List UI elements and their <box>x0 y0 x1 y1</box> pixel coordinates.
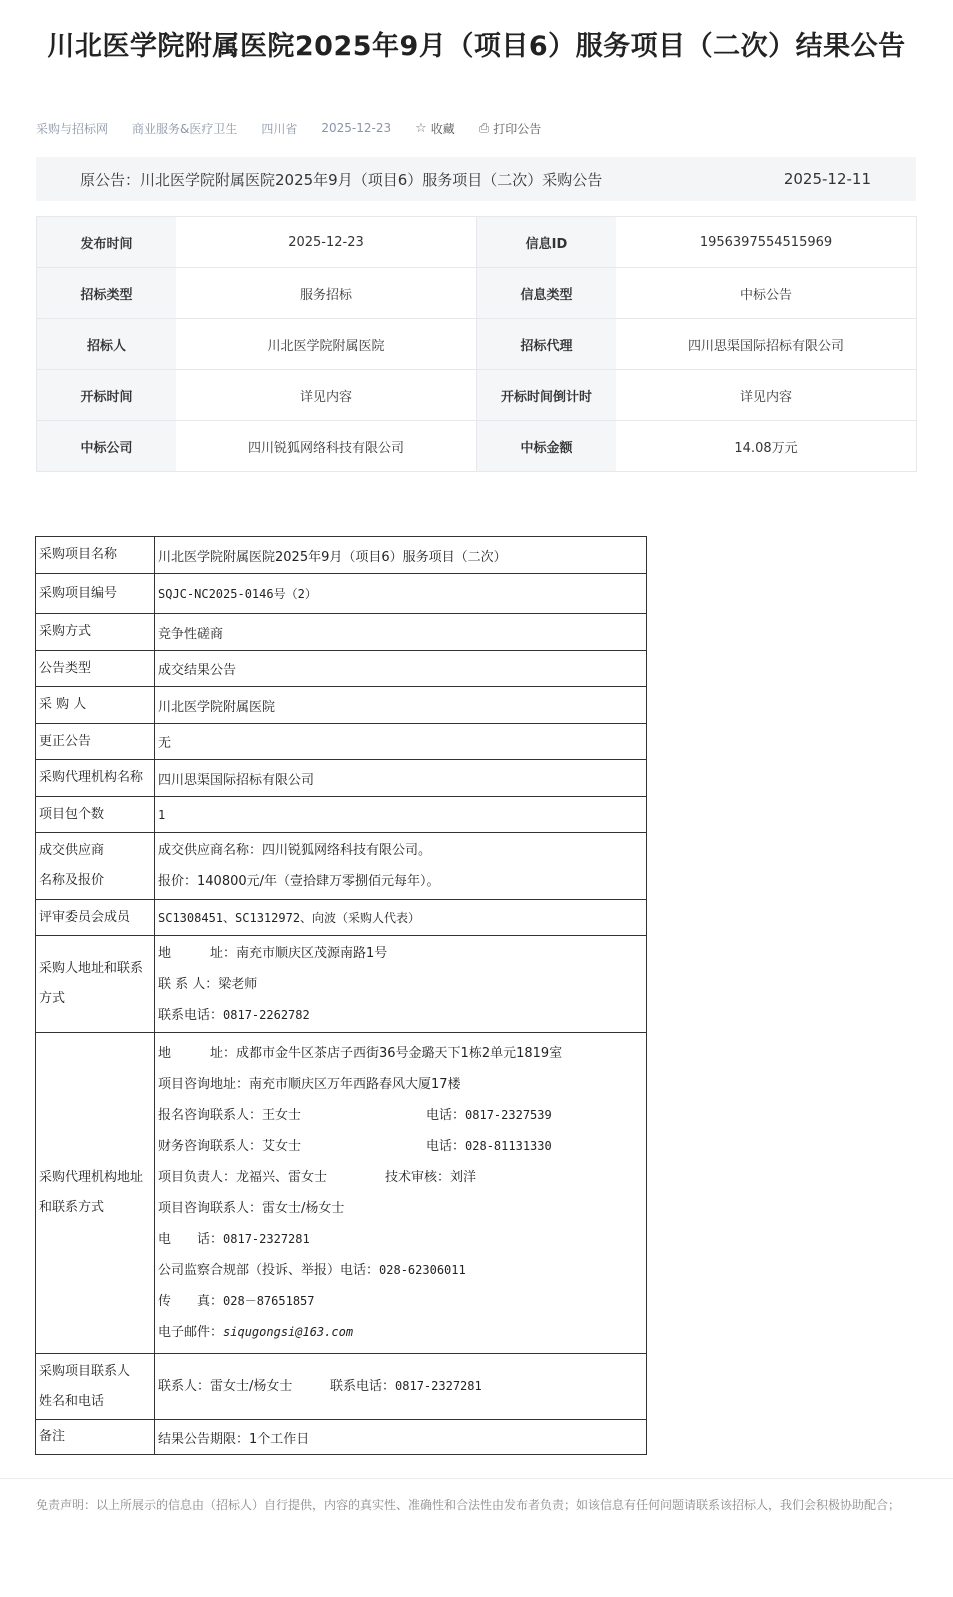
info-key: 招标类型 <box>37 268 176 318</box>
table-row <box>36 1420 647 1455</box>
page-title: 川北医学院附属医院2025年9月（项目6）服务项目（二次）结果公告 <box>47 31 906 62</box>
detail-value <box>155 1033 647 1354</box>
detail-key <box>36 936 155 1033</box>
info-value: 服务招标 <box>176 268 477 318</box>
detail-key-line: 采购项目联系人 <box>39 1363 131 1379</box>
info-key: 信息类型 <box>477 268 616 318</box>
detail-key: 采 购 人 <box>36 687 155 724</box>
detail-table <box>35 536 647 1455</box>
star-icon: ☆ <box>415 120 427 136</box>
supplier-name-line: 成交供应商名称：四川锐狐网络科技有限公司。 <box>158 843 432 858</box>
table-row <box>36 1033 647 1354</box>
email-line: 电子邮件：siqugongsi@163.com <box>158 1325 354 1340</box>
original-notice-bar[interactable] <box>36 157 916 201</box>
detail-key <box>36 833 155 900</box>
detail-key-line: 和联系方式 <box>39 1200 105 1215</box>
detail-key <box>36 1354 155 1420</box>
agency-address-line: 地 址：成都市金牛区茶店子西街36号金璐天下1栋2单元1819室 <box>158 1046 563 1061</box>
table-row <box>36 724 647 760</box>
detail-value: 结果公告期限：1个工作日 <box>155 1420 647 1455</box>
info-key: 信息ID <box>477 217 616 267</box>
info-value: 四川思渠国际招标有限公司 <box>687 338 844 354</box>
table-row <box>36 1354 647 1420</box>
info-key: 中标公司 <box>37 421 176 471</box>
table-row <box>36 651 647 687</box>
detail-key-line: 名称及报价 <box>39 873 105 888</box>
consult-contact-line: 项目咨询联系人：雷女士/杨女士 <box>158 1201 345 1216</box>
info-row <box>37 370 916 421</box>
signup-contact-line: 报名咨询联系人：王女士 电话：0817-2327539 <box>158 1108 552 1123</box>
detail-key-line: 姓名和电话 <box>39 1393 105 1409</box>
detail-value: 1 <box>155 797 647 833</box>
detail-value <box>155 1354 647 1420</box>
disclaimer-text: 免责声明：以上所展示的信息由（招标人）自行提供，内容的真实性、准确性和合法性由发布者负责；如该信息有任何问题请联系该招标人，我们会积极协助配合； <box>36 1498 901 1512</box>
meta-bar <box>36 118 565 138</box>
info-key: 招标人 <box>37 319 176 369</box>
info-value: 四川锐狐网络科技有限公司 <box>176 421 477 471</box>
project-leader-line: 项目负责人：龙福兴、雷女士 技术审核：刘洋 <box>158 1170 477 1185</box>
info-row <box>37 268 916 319</box>
print-label: 打印公告 <box>493 121 542 136</box>
printer-icon: ⎙ <box>478 120 490 136</box>
info-value: 川北医学院附属医院 <box>176 319 477 369</box>
info-value: 14.08万元 <box>734 440 798 456</box>
info-key: 发布时间 <box>37 217 176 267</box>
info-value: 详见内容 <box>176 370 477 420</box>
footer-divider <box>0 1478 953 1479</box>
detail-value: 四川思渠国际招标有限公司 <box>155 760 647 797</box>
detail-value: 无 <box>155 724 647 760</box>
info-row <box>37 319 916 370</box>
favorite-label: 收藏 <box>430 121 455 136</box>
table-row <box>36 574 647 614</box>
detail-value: 川北医学院附属医院2025年9月（项目6）服务项目（二次） <box>155 537 647 574</box>
info-key: 开标时间倒计时 <box>477 370 616 420</box>
detail-key-line: 采购代理机构地址 <box>39 1170 144 1185</box>
detail-key: 评审委员会成员 <box>36 900 155 936</box>
detail-key-line: 采购人地址和联系 <box>39 961 144 976</box>
publish-date: 2025-12-23 <box>321 121 392 135</box>
finance-contact-line: 财务咨询联系人：艾女士 电话：028-81131330 <box>158 1139 552 1154</box>
detail-key-line: 成交供应商 <box>39 843 105 858</box>
agency-phone-line: 电 话：0817-2327281 <box>158 1232 310 1247</box>
info-row <box>37 421 916 471</box>
detail-key: 采购项目名称 <box>36 537 155 574</box>
detail-value: 川北医学院附属医院 <box>155 687 647 724</box>
detail-value: SC1308451、SC1312972、向波（采购人代表） <box>155 900 647 936</box>
info-row <box>37 217 916 268</box>
detail-key: 采购代理机构名称 <box>36 760 155 797</box>
detail-key: 采购方式 <box>36 614 155 651</box>
detail-key <box>36 1033 155 1354</box>
info-key: 开标时间 <box>37 370 176 420</box>
table-row <box>36 900 647 936</box>
purchaser-phone-line: 联系电话：0817-2262782 <box>158 1007 310 1023</box>
original-notice-link[interactable]: 原公告：川北医学院附属医院2025年9月（项目6）服务项目（二次）采购公告 <box>80 170 603 189</box>
breadcrumb-site[interactable]: 采购与招标网 <box>36 121 109 136</box>
info-value: 详见内容 <box>739 389 792 405</box>
info-value: 1956397554515969 <box>699 234 833 250</box>
detail-value: 竞争性磋商 <box>155 614 647 651</box>
info-key: 中标金额 <box>477 421 616 471</box>
table-row <box>36 687 647 724</box>
detail-key: 公告类型 <box>36 651 155 687</box>
detail-value: SQJC-NC2025-0146号（2） <box>155 574 647 614</box>
detail-key: 更正公告 <box>36 724 155 760</box>
fax-line: 传 真：028－87651857 <box>158 1294 315 1309</box>
detail-value <box>155 936 647 1033</box>
table-row <box>36 614 647 651</box>
detail-key-line: 方式 <box>39 991 66 1006</box>
detail-key: 备注 <box>36 1420 155 1455</box>
project-contact-line: 联系人：雷女士/杨女士 联系电话：0817-2327281 <box>158 1379 482 1394</box>
table-row <box>36 833 647 900</box>
table-row <box>36 537 647 574</box>
detail-value <box>155 833 647 900</box>
detail-value: 成交结果公告 <box>155 651 647 687</box>
info-value: 2025-12-23 <box>176 217 477 267</box>
breadcrumb-category[interactable]: 商业服务&医疗卫生 <box>132 121 238 136</box>
info-value: 中标公告 <box>739 287 792 303</box>
breadcrumb-region[interactable]: 四川省 <box>261 121 298 136</box>
detail-key: 项目包个数 <box>36 797 155 833</box>
table-row <box>36 760 647 797</box>
info-key: 招标代理 <box>477 319 616 369</box>
purchaser-address-line: 地 址：南充市顺庆区茂源南路1号 <box>158 945 388 961</box>
info-table <box>36 216 917 472</box>
original-notice-date: 2025-12-11 <box>783 170 871 188</box>
consult-address-line: 项目咨询地址：南充市顺庆区万年西路春风大厦17楼 <box>158 1077 461 1092</box>
print-button[interactable] <box>479 120 541 137</box>
supplier-price-line: 报价：140800元/年（壹拾肆万零捌佰元每年）。 <box>158 874 440 889</box>
table-row <box>36 797 647 833</box>
table-row <box>36 936 647 1033</box>
detail-key: 采购项目编号 <box>36 574 155 614</box>
purchaser-contact-line: 联 系 人：梁老师 <box>158 976 258 992</box>
supervise-phone-line: 公司监察合规部（投诉、举报）电话：028-62306011 <box>158 1263 466 1278</box>
favorite-button[interactable] <box>415 120 455 137</box>
